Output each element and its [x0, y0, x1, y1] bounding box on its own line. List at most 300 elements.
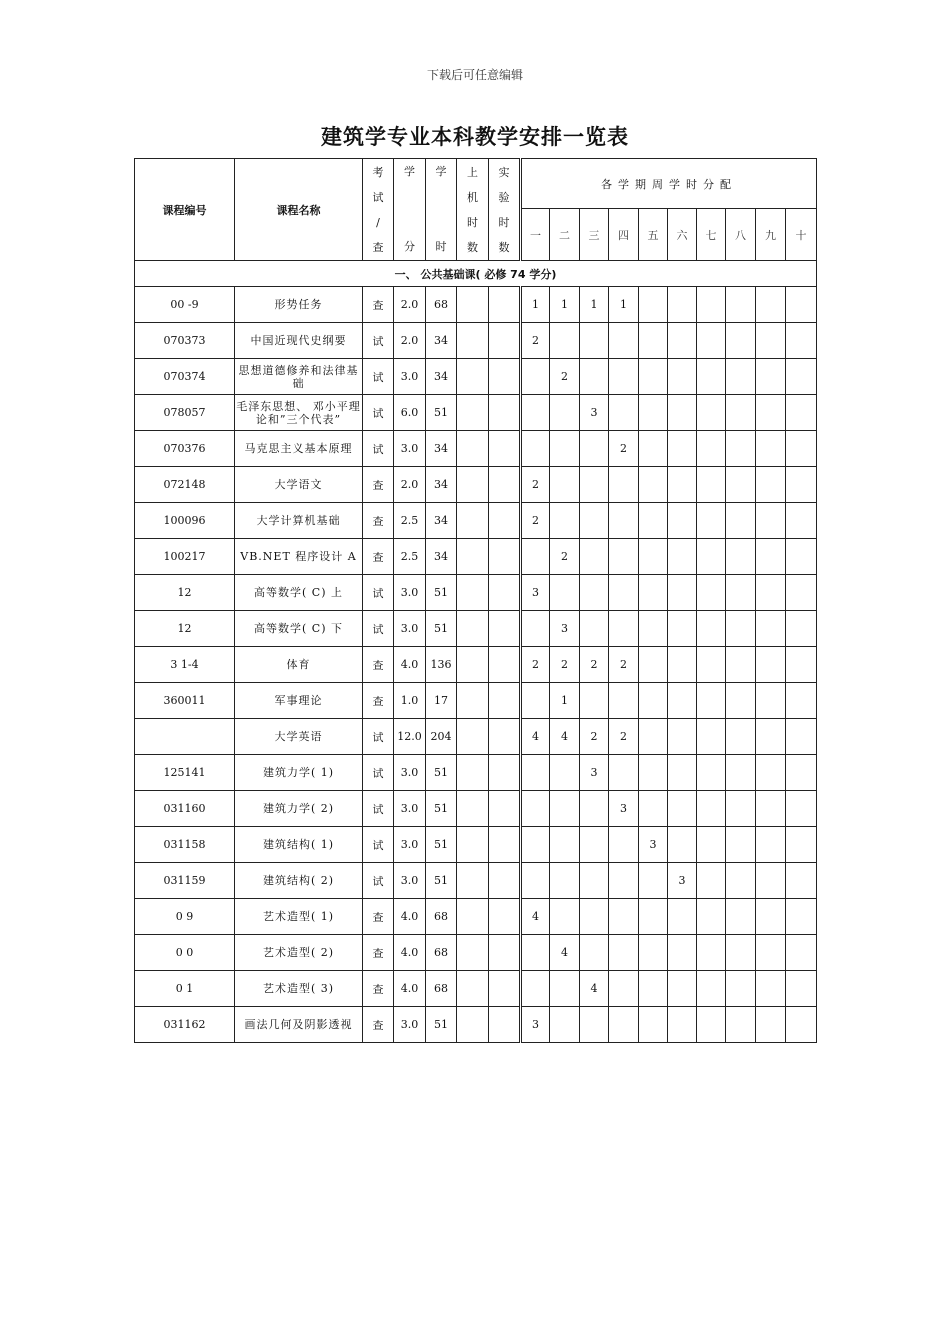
semester-2-hours-cell: 1: [550, 287, 580, 323]
semester-1-hours-cell: [521, 863, 550, 899]
hours-cell: 34: [426, 431, 457, 467]
semester-1-hours-cell: [521, 539, 550, 575]
semester-9-hours-cell: [756, 539, 786, 575]
exam-type-cell: 试: [363, 323, 394, 359]
semester-10-hours-cell: [786, 683, 817, 719]
semester-3-hours-cell: 3: [580, 395, 609, 431]
exam-type-cell: 查: [363, 503, 394, 539]
exam-type-cell: 查: [363, 935, 394, 971]
exam-type-cell: 查: [363, 1007, 394, 1043]
semester-4-hours-cell: [609, 863, 639, 899]
semester-1-hours-cell: [521, 395, 550, 431]
semester-9-hours-cell: [756, 323, 786, 359]
header-semester-9: 九: [756, 209, 786, 261]
lab-hours-cell: [489, 611, 521, 647]
course-name-cell: 建筑力学( 2): [235, 791, 363, 827]
lab-hours-cell: [489, 431, 521, 467]
lab-hours-cell: [489, 863, 521, 899]
computer-hours-cell: [457, 539, 489, 575]
semester-9-hours-cell: [756, 431, 786, 467]
credit-cell: 4.0: [394, 971, 426, 1007]
course-name-cell: 建筑力学( 1): [235, 755, 363, 791]
header-semester-4: 四: [609, 209, 639, 261]
semester-6-hours-cell: [668, 1007, 697, 1043]
credit-cell: 2.0: [394, 323, 426, 359]
course-code-cell: 070374: [135, 359, 235, 395]
course-name-cell: 高等数学( C) 下: [235, 611, 363, 647]
semester-6-hours-cell: [668, 503, 697, 539]
course-name-cell: 毛泽东思想、 邓小平理论和”三个代表”: [235, 395, 363, 431]
semester-8-hours-cell: [726, 791, 756, 827]
semester-5-hours-cell: [639, 971, 668, 1007]
semester-7-hours-cell: [697, 827, 726, 863]
semester-10-hours-cell: [786, 611, 817, 647]
semester-6-hours-cell: [668, 611, 697, 647]
credit-cell: 1.0: [394, 683, 426, 719]
exam-type-cell: 查: [363, 467, 394, 503]
lab-hours-cell: [489, 647, 521, 683]
semester-5-hours-cell: [639, 323, 668, 359]
credit-cell: 2.0: [394, 467, 426, 503]
semester-3-hours-cell: [580, 827, 609, 863]
lab-hours-cell: [489, 467, 521, 503]
computer-hours-cell: [457, 899, 489, 935]
semester-5-hours-cell: [639, 1007, 668, 1043]
semester-8-hours-cell: [726, 359, 756, 395]
course-name-cell: 马克思主义基本原理: [235, 431, 363, 467]
semester-8-hours-cell: [726, 287, 756, 323]
table-row: [135, 503, 817, 539]
semester-1-hours-cell: 4: [521, 719, 550, 755]
computer-hours-cell: [457, 359, 489, 395]
semester-3-hours-cell: [580, 539, 609, 575]
semester-8-hours-cell: [726, 431, 756, 467]
semester-6-hours-cell: [668, 899, 697, 935]
table-row: [135, 647, 817, 683]
semester-4-hours-cell: [609, 971, 639, 1007]
semester-7-hours-cell: [697, 863, 726, 899]
semester-2-hours-cell: [550, 1007, 580, 1043]
credit-cell: 12.0: [394, 719, 426, 755]
lab-hours-cell: [489, 359, 521, 395]
hours-cell: 34: [426, 467, 457, 503]
semester-3-hours-cell: 4: [580, 971, 609, 1007]
semester-6-hours-cell: [668, 575, 697, 611]
header-course-code: 课程编号: [135, 159, 235, 261]
semester-9-hours-cell: [756, 647, 786, 683]
header-semester-distribution: 各学期周学时分配: [521, 159, 817, 209]
exam-type-cell: 试: [363, 791, 394, 827]
exam-type-cell: 试: [363, 575, 394, 611]
hours-cell: 34: [426, 539, 457, 575]
semester-6-hours-cell: [668, 647, 697, 683]
semester-3-hours-cell: 2: [580, 647, 609, 683]
semester-3-hours-cell: [580, 791, 609, 827]
semester-6-hours-cell: [668, 467, 697, 503]
header-semester-6: 六: [668, 209, 697, 261]
semester-2-hours-cell: 2: [550, 359, 580, 395]
hours-cell: 51: [426, 611, 457, 647]
exam-type-cell: 试: [363, 719, 394, 755]
course-name-cell: 艺术造型( 3): [235, 971, 363, 1007]
semester-2-hours-cell: [550, 431, 580, 467]
table-row: [135, 755, 817, 791]
semester-6-hours-cell: [668, 683, 697, 719]
hours-cell: 34: [426, 503, 457, 539]
semester-6-hours-cell: [668, 719, 697, 755]
semester-9-hours-cell: [756, 359, 786, 395]
semester-1-hours-cell: [521, 431, 550, 467]
semester-4-hours-cell: [609, 611, 639, 647]
semester-5-hours-cell: [639, 683, 668, 719]
semester-4-hours-cell: [609, 935, 639, 971]
table-row: [135, 539, 817, 575]
hours-cell: 51: [426, 1007, 457, 1043]
hours-cell: 51: [426, 827, 457, 863]
semester-6-hours-cell: [668, 323, 697, 359]
semester-5-hours-cell: [639, 539, 668, 575]
header-semester-7: 七: [697, 209, 726, 261]
semester-7-hours-cell: [697, 971, 726, 1007]
credit-cell: 3.0: [394, 791, 426, 827]
semester-7-hours-cell: [697, 575, 726, 611]
lab-hours-cell: [489, 827, 521, 863]
semester-8-hours-cell: [726, 1007, 756, 1043]
course-name-cell: 体育: [235, 647, 363, 683]
semester-1-hours-cell: 3: [521, 1007, 550, 1043]
semester-6-hours-cell: [668, 935, 697, 971]
credit-cell: 3.0: [394, 575, 426, 611]
semester-2-hours-cell: [550, 899, 580, 935]
course-code-cell: 3 1-4: [135, 647, 235, 683]
table-row: [135, 971, 817, 1007]
table-row: [135, 575, 817, 611]
semester-10-hours-cell: [786, 503, 817, 539]
semester-5-hours-cell: [639, 719, 668, 755]
semester-7-hours-cell: [697, 935, 726, 971]
semester-1-hours-cell: [521, 971, 550, 1007]
hours-cell: 51: [426, 863, 457, 899]
exam-type-cell: 试: [363, 359, 394, 395]
semester-3-hours-cell: [580, 863, 609, 899]
semester-6-hours-cell: [668, 395, 697, 431]
semester-2-hours-cell: [550, 575, 580, 611]
computer-hours-cell: [457, 683, 489, 719]
course-name-cell: 中国近现代史纲要: [235, 323, 363, 359]
semester-2-hours-cell: [550, 503, 580, 539]
semester-9-hours-cell: [756, 467, 786, 503]
course-name-cell: 形势任务: [235, 287, 363, 323]
semester-1-hours-cell: [521, 827, 550, 863]
semester-10-hours-cell: [786, 359, 817, 395]
semester-6-hours-cell: [668, 431, 697, 467]
semester-7-hours-cell: [697, 359, 726, 395]
semester-4-hours-cell: [609, 323, 639, 359]
table-row: [135, 431, 817, 467]
semester-1-hours-cell: 2: [521, 323, 550, 359]
semester-6-hours-cell: [668, 287, 697, 323]
semester-3-hours-cell: 2: [580, 719, 609, 755]
credit-cell: 3.0: [394, 1007, 426, 1043]
semester-7-hours-cell: [697, 287, 726, 323]
semester-2-hours-cell: 2: [550, 539, 580, 575]
lab-hours-cell: [489, 395, 521, 431]
computer-hours-cell: [457, 287, 489, 323]
hours-cell: 68: [426, 287, 457, 323]
semester-3-hours-cell: [580, 935, 609, 971]
semester-10-hours-cell: [786, 899, 817, 935]
semester-2-hours-cell: 3: [550, 611, 580, 647]
course-name-cell: 高等数学( C) 上: [235, 575, 363, 611]
semester-4-hours-cell: [609, 1007, 639, 1043]
lab-hours-cell: [489, 935, 521, 971]
semester-7-hours-cell: [697, 323, 726, 359]
exam-type-cell: 试: [363, 827, 394, 863]
course-code-cell: 360011: [135, 683, 235, 719]
computer-hours-cell: [457, 503, 489, 539]
header-credits: 学 分: [394, 159, 426, 261]
semester-10-hours-cell: [786, 431, 817, 467]
semester-1-hours-cell: 1: [521, 287, 550, 323]
course-code-cell: 072148: [135, 467, 235, 503]
semester-6-hours-cell: [668, 827, 697, 863]
semester-2-hours-cell: [550, 863, 580, 899]
table-row: [135, 359, 817, 395]
semester-4-hours-cell: [609, 683, 639, 719]
semester-8-hours-cell: [726, 863, 756, 899]
semester-5-hours-cell: [639, 359, 668, 395]
semester-10-hours-cell: [786, 647, 817, 683]
hours-cell: 68: [426, 899, 457, 935]
header-semester-2: 二: [550, 209, 580, 261]
semester-5-hours-cell: [639, 287, 668, 323]
course-code-cell: 12: [135, 611, 235, 647]
semester-1-hours-cell: [521, 683, 550, 719]
semester-4-hours-cell: [609, 467, 639, 503]
exam-type-cell: 查: [363, 287, 394, 323]
semester-10-hours-cell: [786, 755, 817, 791]
semester-3-hours-cell: 3: [580, 755, 609, 791]
semester-4-hours-cell: [609, 503, 639, 539]
exam-type-cell: 试: [363, 431, 394, 467]
semester-10-hours-cell: [786, 467, 817, 503]
table-row: [135, 863, 817, 899]
table-row: [135, 683, 817, 719]
semester-8-hours-cell: [726, 683, 756, 719]
semester-5-hours-cell: [639, 755, 668, 791]
semester-7-hours-cell: [697, 683, 726, 719]
semester-4-hours-cell: 2: [609, 647, 639, 683]
semester-2-hours-cell: [550, 323, 580, 359]
semester-6-hours-cell: 3: [668, 863, 697, 899]
hours-cell: 68: [426, 971, 457, 1007]
computer-hours-cell: [457, 431, 489, 467]
table-row: [135, 395, 817, 431]
semester-10-hours-cell: [786, 287, 817, 323]
table-row: [135, 791, 817, 827]
course-code-cell: 070373: [135, 323, 235, 359]
credit-cell: 3.0: [394, 359, 426, 395]
lab-hours-cell: [489, 719, 521, 755]
semester-8-hours-cell: [726, 647, 756, 683]
semester-1-hours-cell: [521, 611, 550, 647]
course-name-cell: 艺术造型( 2): [235, 935, 363, 971]
semester-9-hours-cell: [756, 575, 786, 611]
course-name-cell: 大学语文: [235, 467, 363, 503]
schedule-table: [134, 158, 817, 1043]
semester-10-hours-cell: [786, 575, 817, 611]
semester-3-hours-cell: [580, 899, 609, 935]
header-semester-3: 三: [580, 209, 609, 261]
semester-9-hours-cell: [756, 287, 786, 323]
semester-3-hours-cell: [580, 467, 609, 503]
semester-4-hours-cell: [609, 395, 639, 431]
computer-hours-cell: [457, 935, 489, 971]
semester-9-hours-cell: [756, 1007, 786, 1043]
semester-8-hours-cell: [726, 611, 756, 647]
semester-2-hours-cell: [550, 827, 580, 863]
course-name-cell: 大学计算机基础: [235, 503, 363, 539]
semester-4-hours-cell: [609, 755, 639, 791]
semester-4-hours-cell: 2: [609, 431, 639, 467]
course-name-cell: 思想道德修养和法律基础: [235, 359, 363, 395]
hours-cell: 136: [426, 647, 457, 683]
semester-9-hours-cell: [756, 611, 786, 647]
exam-type-cell: 查: [363, 971, 394, 1007]
lab-hours-cell: [489, 503, 521, 539]
semester-7-hours-cell: [697, 503, 726, 539]
semester-3-hours-cell: [580, 359, 609, 395]
semester-8-hours-cell: [726, 503, 756, 539]
semester-9-hours-cell: [756, 755, 786, 791]
table-row: [135, 287, 817, 323]
semester-7-hours-cell: [697, 1007, 726, 1043]
semester-1-hours-cell: [521, 791, 550, 827]
semester-1-hours-cell: 4: [521, 899, 550, 935]
semester-9-hours-cell: [756, 827, 786, 863]
semester-8-hours-cell: [726, 899, 756, 935]
semester-2-hours-cell: [550, 395, 580, 431]
course-code-cell: 0 0: [135, 935, 235, 971]
semester-5-hours-cell: [639, 899, 668, 935]
exam-type-cell: 试: [363, 611, 394, 647]
semester-10-hours-cell: [786, 827, 817, 863]
semester-4-hours-cell: [609, 827, 639, 863]
computer-hours-cell: [457, 611, 489, 647]
semester-1-hours-cell: [521, 935, 550, 971]
semester-9-hours-cell: [756, 863, 786, 899]
lab-hours-cell: [489, 791, 521, 827]
semester-6-hours-cell: [668, 971, 697, 1007]
semester-2-hours-cell: 2: [550, 647, 580, 683]
hours-cell: 51: [426, 575, 457, 611]
credit-cell: 3.0: [394, 431, 426, 467]
semester-9-hours-cell: [756, 683, 786, 719]
semester-10-hours-cell: [786, 863, 817, 899]
semester-4-hours-cell: [609, 575, 639, 611]
header-computer-hours: 上 机 时 数: [457, 159, 489, 261]
semester-1-hours-cell: 3: [521, 575, 550, 611]
semester-1-hours-cell: [521, 359, 550, 395]
computer-hours-cell: [457, 467, 489, 503]
section-title: 一、 公共基础课( 必修 74 学分): [135, 261, 817, 287]
semester-2-hours-cell: [550, 467, 580, 503]
course-code-cell: 100217: [135, 539, 235, 575]
table-row: [135, 323, 817, 359]
header-exam-type: 考 试 / 查: [363, 159, 394, 261]
computer-hours-cell: [457, 323, 489, 359]
credit-cell: 4.0: [394, 935, 426, 971]
computer-hours-cell: [457, 719, 489, 755]
semester-7-hours-cell: [697, 395, 726, 431]
course-code-cell: 031159: [135, 863, 235, 899]
semester-7-hours-cell: [697, 791, 726, 827]
lab-hours-cell: [489, 899, 521, 935]
semester-8-hours-cell: [726, 467, 756, 503]
hours-cell: 34: [426, 359, 457, 395]
semester-5-hours-cell: 3: [639, 827, 668, 863]
lab-hours-cell: [489, 971, 521, 1007]
semester-4-hours-cell: [609, 359, 639, 395]
semester-9-hours-cell: [756, 503, 786, 539]
header-semester-10: 十: [786, 209, 817, 261]
course-name-cell: 大学英语: [235, 719, 363, 755]
exam-type-cell: 查: [363, 899, 394, 935]
semester-8-hours-cell: [726, 395, 756, 431]
semester-9-hours-cell: [756, 791, 786, 827]
hours-cell: 51: [426, 755, 457, 791]
semester-10-hours-cell: [786, 719, 817, 755]
semester-5-hours-cell: [639, 863, 668, 899]
computer-hours-cell: [457, 575, 489, 611]
course-name-cell: VB.NET 程序设计 A: [235, 539, 363, 575]
semester-3-hours-cell: [580, 611, 609, 647]
lab-hours-cell: [489, 575, 521, 611]
course-code-cell: 0 1: [135, 971, 235, 1007]
course-name-cell: 画法几何及阴影透视: [235, 1007, 363, 1043]
semester-10-hours-cell: [786, 971, 817, 1007]
semester-6-hours-cell: [668, 791, 697, 827]
course-rows: [135, 287, 817, 1043]
hours-cell: 68: [426, 935, 457, 971]
exam-type-cell: 试: [363, 755, 394, 791]
header-hours: 学 时: [426, 159, 457, 261]
course-code-cell: 078057: [135, 395, 235, 431]
semester-7-hours-cell: [697, 899, 726, 935]
table-row: [135, 467, 817, 503]
semester-5-hours-cell: [639, 395, 668, 431]
semester-4-hours-cell: 2: [609, 719, 639, 755]
semester-5-hours-cell: [639, 575, 668, 611]
semester-7-hours-cell: [697, 755, 726, 791]
lab-hours-cell: [489, 1007, 521, 1043]
semester-1-hours-cell: 2: [521, 503, 550, 539]
table-row: [135, 935, 817, 971]
semester-7-hours-cell: [697, 431, 726, 467]
exam-type-cell: 试: [363, 395, 394, 431]
exam-type-cell: 查: [363, 539, 394, 575]
computer-hours-cell: [457, 1007, 489, 1043]
table-row: [135, 1007, 817, 1043]
credit-cell: 4.0: [394, 899, 426, 935]
semester-3-hours-cell: [580, 503, 609, 539]
semester-3-hours-cell: [580, 323, 609, 359]
semester-5-hours-cell: [639, 791, 668, 827]
semester-6-hours-cell: [668, 539, 697, 575]
exam-type-cell: 查: [363, 647, 394, 683]
table-row: [135, 899, 817, 935]
hours-cell: 204: [426, 719, 457, 755]
